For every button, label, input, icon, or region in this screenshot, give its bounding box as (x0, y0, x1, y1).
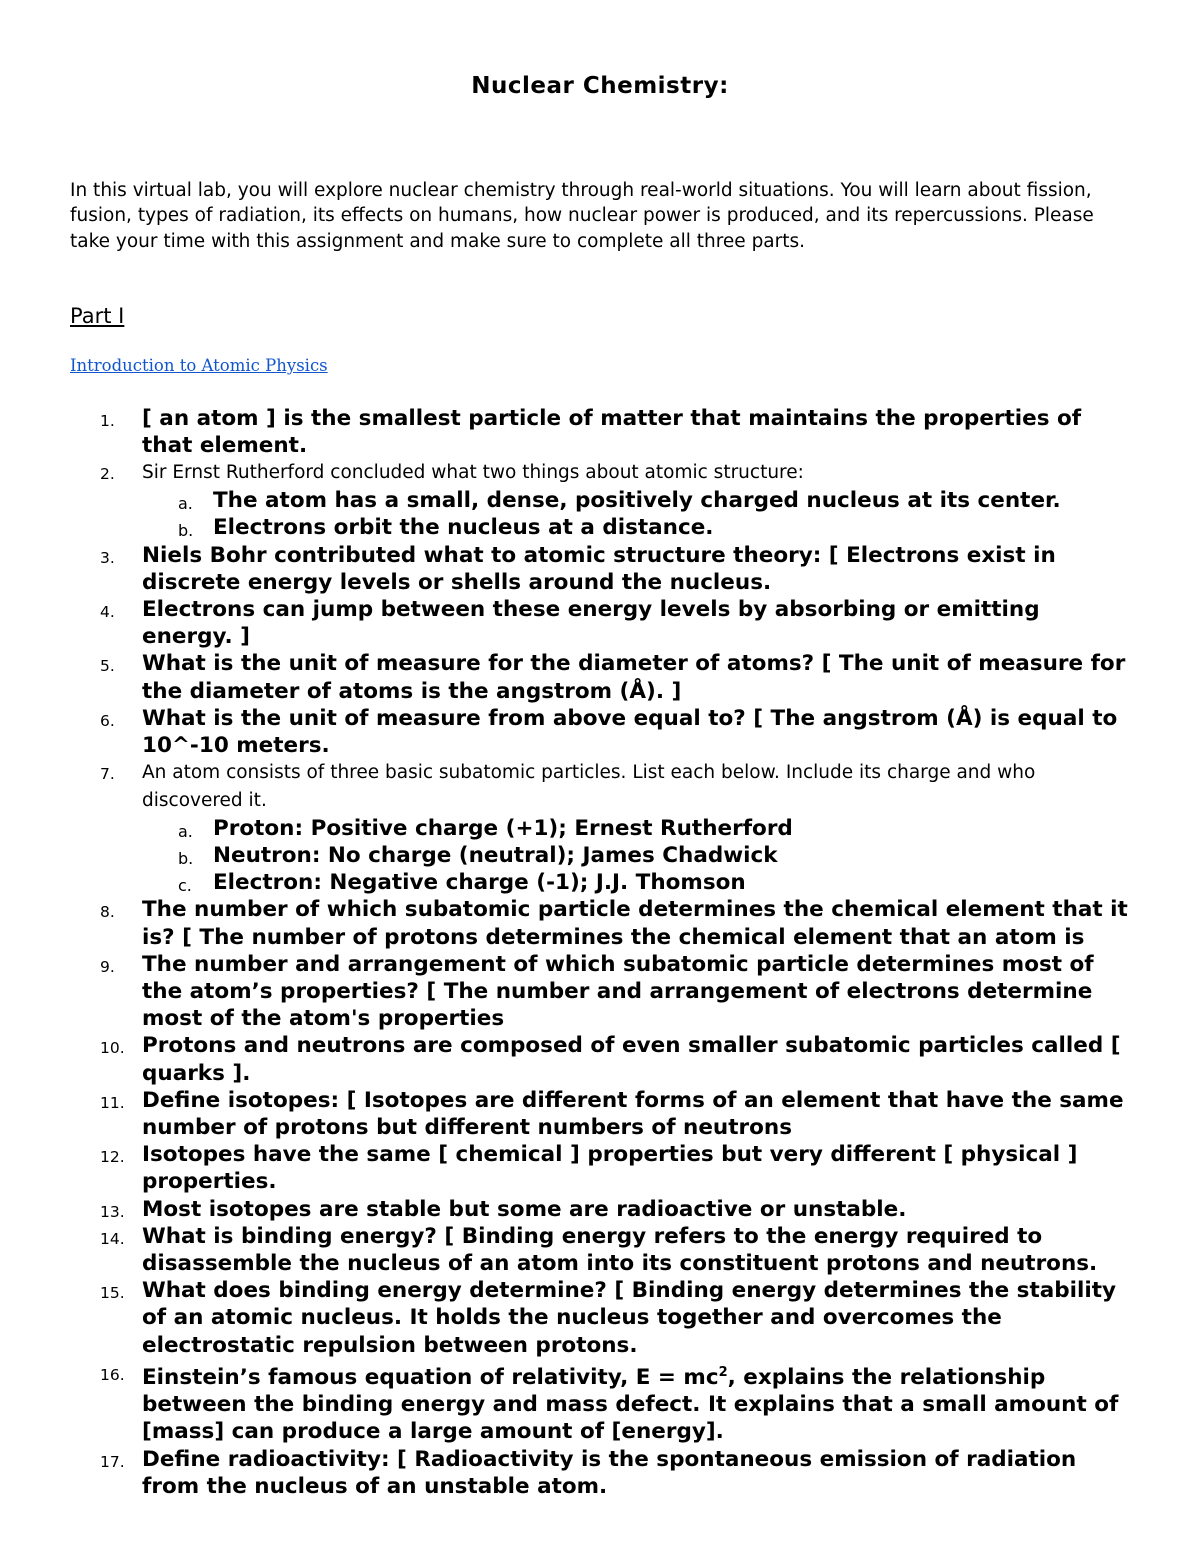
list-item (0, 542, 1200, 596)
superscript: 2 (718, 1364, 728, 1380)
page-title: Nuclear Chemistry: (471, 73, 729, 99)
item-number: 10. (100, 1039, 125, 1058)
intro-atomic-physics-link[interactable]: Introduction to Atomic Physics (70, 356, 328, 375)
list-item (0, 1196, 1200, 1223)
list-item (0, 896, 1200, 950)
item-number: 2. (100, 465, 115, 484)
list-item (0, 1446, 1200, 1500)
sub-item-text: The atom has a small, dense, positively charged nucleus at its center. (213, 488, 1061, 514)
list-item (0, 1141, 1200, 1195)
item-number: 12. (100, 1148, 125, 1167)
item-number: 14. (100, 1229, 125, 1248)
item-text: Most isotopes are stable but some are radioactive or unstable. (142, 1196, 907, 1222)
list-item (0, 759, 1200, 815)
sub-item-text: Electron: Negative charge (-1); J.J. Thomson (213, 870, 746, 896)
list-item (0, 1087, 1200, 1141)
item-number: 3. (100, 548, 115, 567)
item-text: Protons and neutrons are composed of even smaller subatomic particles called [ quarks ]. (142, 1033, 1121, 1086)
item-text: What is binding energy? [ Binding energy refers to the energy required to disassemble the nucleus of an atom into its constituent protons and neutrons. (142, 1223, 1098, 1277)
item-text: The number and arrangement of which subatomic particle determines most of the atom’s properties? [ The number and arrangement of electrons determine most of the atom's properties (142, 951, 1094, 1032)
item-text: An atom consists of three basic subatomic particles. List each below. Include its charge and who discovered it. (142, 762, 1036, 812)
sub-item-text: Neutron: No charge (neutral); James Chadwick (213, 843, 778, 869)
sub-item-letter: c. (178, 876, 192, 896)
item-text: Einstein’s famous equation of relativity, E = mc (142, 1365, 719, 1391)
item-number: 13. (100, 1202, 125, 1221)
item-text: Sir Ernst Rutherford concluded what two things about atomic structure: (142, 462, 804, 484)
sub-item-text: Electrons orbit the nucleus at a distance. (213, 515, 714, 541)
list-item (0, 459, 1200, 487)
item-number: 6. (100, 711, 115, 730)
item-number: 9. (100, 957, 115, 976)
part-heading: Part I (70, 304, 125, 328)
item-text: Define radioactivity: [ Radioactivity is the spontaneous emission of radiation from the nucleus of an unstable atom. (142, 1446, 1077, 1499)
list-item (0, 705, 1200, 759)
item-text: What is the unit of measure for the diameter of atoms? [ The unit of measure for the diameter of atoms is the angstrom (Å). ] (142, 651, 1126, 704)
item-number: 11. (100, 1093, 125, 1112)
item-text-cont: , explains the relationship between the binding energy and mass defect. It explains that a small amount of [mass] can produce a large amount of [energy]. (142, 1365, 1119, 1445)
item-text: The number of which subatomic particle determines the chemical element that it is? [ The number of protons determines the chemical element that an atom is (142, 897, 1128, 950)
sub-item (0, 487, 1200, 514)
item-number: 7. (100, 765, 115, 784)
item-number: 17. (100, 1452, 125, 1471)
sub-item-letter: a. (178, 494, 193, 514)
item-text: Niels Bohr contributed what to atomic structure theory: [ Electrons exist in discrete energy levels or shells around the nucleus. (142, 542, 1056, 595)
list-item (0, 405, 1200, 459)
sub-item (0, 815, 1200, 842)
item-text: Define isotopes: [ Isotopes are different forms of an element that have the same number of protons but different numbers of neutrons (142, 1087, 1124, 1141)
sub-item-text: Proton: Positive charge (+1); Ernest Rutherford (213, 815, 793, 841)
item-number: 8. (100, 903, 115, 922)
sub-item (0, 842, 1200, 869)
list-item (0, 1277, 1200, 1359)
intro-paragraph: In this virtual lab, you will explore nuclear chemistry through real-world situations. You will learn about fission, fusion, types of radiation, its effects on humans, how nuclear power is produced, and its repercussions. Please take your time with this assignment and make sure to complete all three parts. (70, 180, 1094, 252)
item-number: 15. (100, 1284, 125, 1303)
item-text: [ an atom ] is the smallest particle of matter that maintains the properties of that element. (142, 406, 1082, 459)
item-number: 4. (100, 603, 115, 622)
item-number: 16. (100, 1365, 125, 1384)
item-text: What does binding energy determine? [ Binding energy determines the stability of an atomic nucleus. It holds the nucleus together and overcomes the electrostatic repulsion between protons. (142, 1278, 1117, 1358)
item-text: What is the unit of measure from above equal to? [ The angstrom (Å) is equal to 10^-10 meters. (142, 705, 1118, 759)
list-item (0, 1032, 1200, 1086)
list-item (0, 596, 1200, 650)
item-number: 5. (100, 657, 115, 676)
question-list (0, 405, 1200, 1500)
list-item (0, 951, 1200, 1033)
item-number: 1. (100, 412, 115, 430)
list-item (0, 1223, 1200, 1277)
list-item (0, 1359, 1200, 1446)
sub-item (0, 869, 1200, 896)
item-text: Isotopes have the same [ chemical ] properties but very different [ physical ] properties. (142, 1142, 1078, 1195)
sub-item (0, 514, 1200, 541)
sub-item-letter: a. (178, 821, 193, 841)
sub-item-letter: b. (178, 849, 194, 869)
sub-item-letter: b. (178, 521, 194, 541)
list-item (0, 650, 1200, 704)
item-text: Electrons can jump between these energy levels by absorbing or emitting energy. ] (142, 597, 1040, 650)
